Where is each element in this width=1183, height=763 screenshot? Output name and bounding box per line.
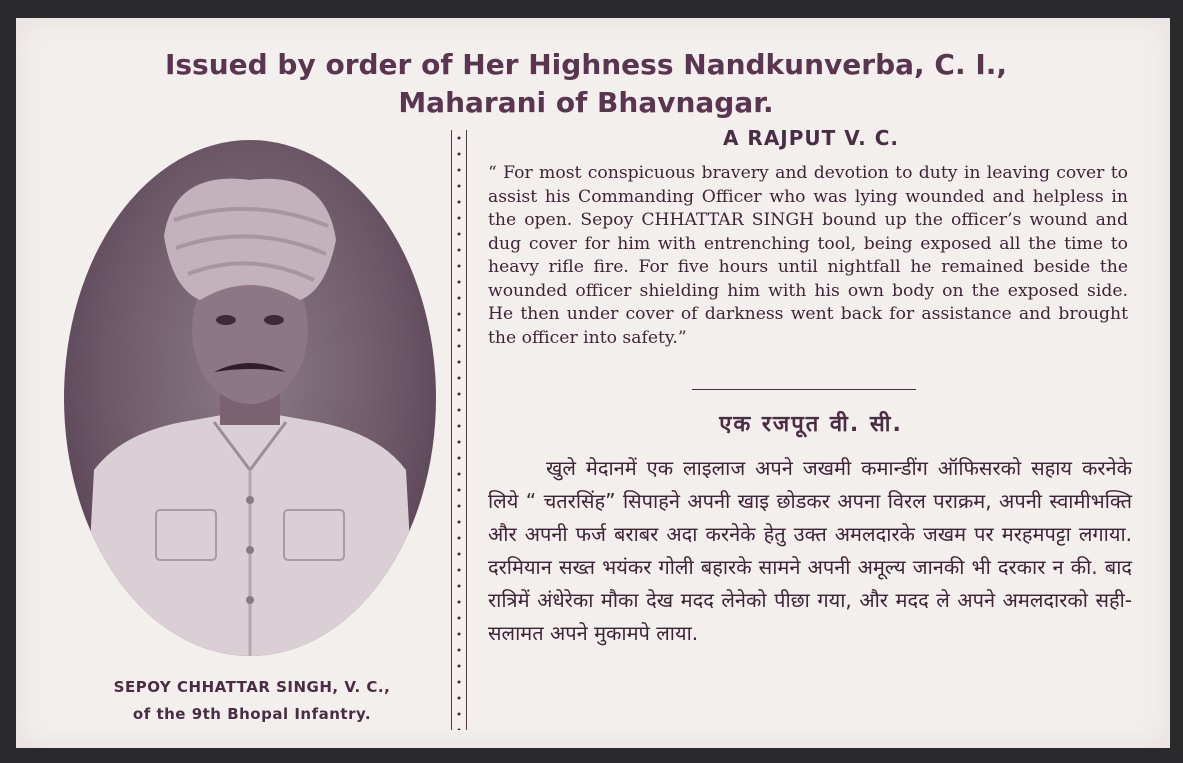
english-title: A RAJPUT V. C.: [722, 126, 899, 150]
issued-by-header: [16, 46, 1156, 122]
header-line-1: Issued by order of Her Highness Nandkunverba, C. I.,: [164, 48, 1008, 81]
header-line-2: Maharani of Bhavnagar.: [398, 86, 774, 119]
caption-name: SEPOY CHHATTAR SINGH, V. C.,: [113, 678, 391, 696]
soldier-portrait: [64, 140, 436, 656]
hindi-title: एक रजपूत वी. सी.: [719, 412, 903, 437]
portrait-caption: [42, 674, 462, 728]
caption-regiment: of the 9th Bhopal Infantry.: [132, 705, 372, 723]
english-citation: “ For most conspicuous bravery and devotion to duty in leaving cover to assist his Commanding Officer who was lying wounded and helpless in the open. Sepoy CHHATTAR SINGH bound up the officer’s wound and dug cover for him with entrenching tool, being exposed all the time to heavy rifle fire. For five hours until nightfall he remained beside the wounded officer shielding him with his own body on the exposed side. He then under cover of darkness went back for assistance and brought the officer into safety.”: [488, 163, 1128, 348]
dotted-column-divider: [451, 130, 467, 730]
hindi-citation: खुले मेदानमें एक लाइलाज अपने जखमी कमान्डींग ऑफिसरको सहाय करनेके लिये “ चतरसिंह” सिपाहने अपनी खाइ छोडकर अपना विरल पराक्रम, अपनी स्वामीभक्ति और अपनी फर्ज बराबर अदा करनेके हेतु उक्त अमलदारके जखम पर मरहमपट्टा लगाया. दरमियान सख्त भयंकर गोली बहारके सामने अपनी अमूल्य जानकी भी दरकार न की. बाद रात्रिमें अंधेरेका मौका देख मदद लेनेको पीछा गया, और मदद ले अपने अमलदारको सही-सलामत अपने मुकामपे लाया.: [488, 456, 1132, 645]
postcard: [16, 18, 1170, 748]
section-rule: [692, 389, 916, 390]
hindi-citation-block: [488, 452, 1132, 650]
